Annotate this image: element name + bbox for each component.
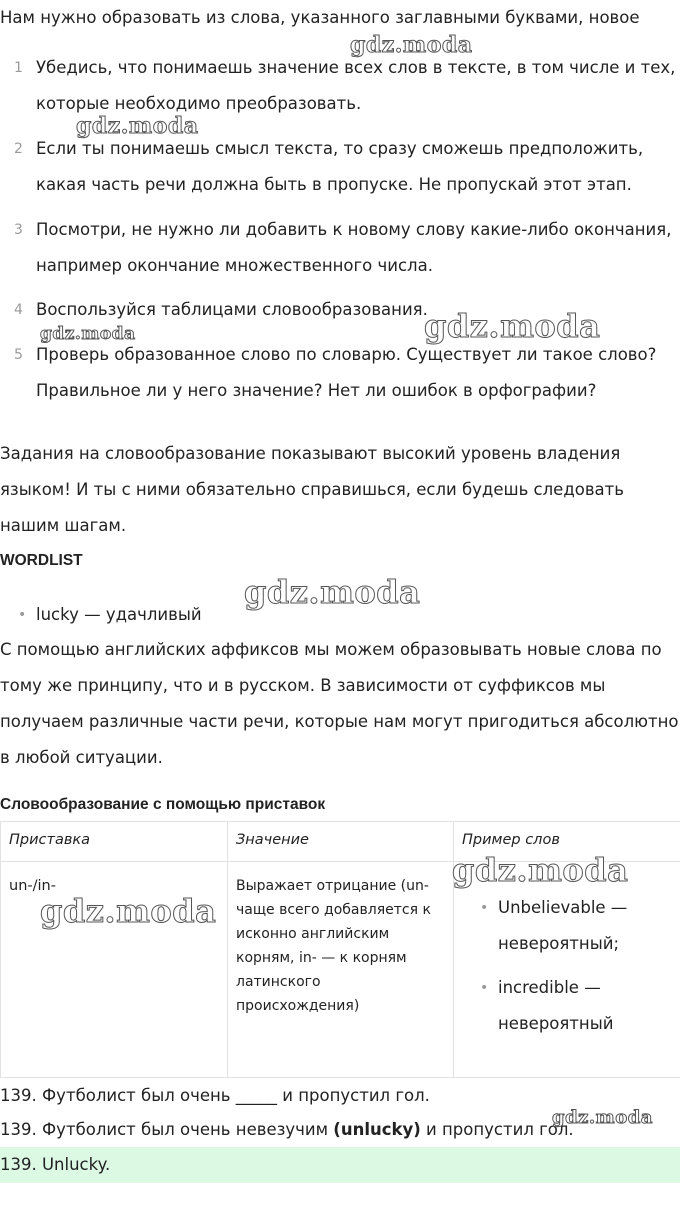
wordlist-item: lucky — удачливый <box>36 605 202 624</box>
watermark-logo: gdz.moda <box>552 1107 653 1128</box>
bullet-icon: • <box>480 980 489 996</box>
step-text: Воспользуйся таблицами словообразования. <box>36 300 428 319</box>
translation-highlight: (unlucky) <box>333 1120 421 1139</box>
step-number: 4 <box>14 302 23 318</box>
translation-text: 139. Футболист был очень невезучим <box>0 1120 334 1139</box>
watermark-logo: gdz.moda <box>40 892 217 930</box>
watermark-logo: gdz.moda <box>350 32 473 58</box>
table-row <box>1 862 680 1078</box>
paragraph-affixes: С помощью английских аффиксов мы можем образовывать новые слова по тому же принципу, что и в русском. В зависимости от суффиксов мы получаем различные части речи, которые нам могут пригодиться абсолютно в любой ситуации. <box>0 640 679 767</box>
examples-cell <box>454 862 680 1078</box>
examples-list <box>462 890 672 1042</box>
step-text: Если ты понимаешь смысл текста, то сразу сможешь предположить, какая часть речи должна быть в пропуске. Не пропускай этот этап. <box>36 139 644 194</box>
list-item <box>462 890 672 962</box>
column-header: Приставка <box>1 822 228 862</box>
answer-highlight: 139. Unlucky. <box>0 1147 680 1183</box>
bullet-icon: • <box>18 607 27 623</box>
column-header: Пример слов <box>454 822 680 862</box>
translation-text-end: и пропустил гол. <box>420 1120 574 1139</box>
table-header-row <box>1 822 680 862</box>
watermark-logo: gdz.moda <box>424 307 601 345</box>
paragraph-tasks: Задания на словообразование показывают высокий уровень владения языком! И ты с ними обязательно справишься, если будешь следовать нашим шагам. <box>0 444 625 535</box>
wordlist-heading: WORDLIST <box>0 552 83 569</box>
task-sentence: 139. Футболист был очень _____ и пропустил гол. <box>0 1086 430 1105</box>
step-text: Убедись, что понимаешь значение всех слов в тексте, в том числе и тех, которые необходимо преобразовать. <box>36 58 676 113</box>
step-number: 2 <box>14 141 23 157</box>
example-text: Unbelievable — невероятный; <box>498 898 628 953</box>
translation-sentence <box>0 1113 680 1147</box>
column-header: Значение <box>228 822 454 862</box>
step-number: 3 <box>14 222 23 238</box>
example-text: incredible — невероятный <box>498 978 614 1033</box>
intro-text: Нам нужно образовать из слова, указанного заглавными буквами, новое <box>0 8 640 27</box>
watermark-logo: gdz.moda <box>244 573 421 611</box>
prefix-table <box>0 821 680 1078</box>
watermark-logo: gdz.moda <box>452 851 629 889</box>
step-number: 5 <box>14 347 23 363</box>
watermark-logo: gdz.moda <box>76 113 199 139</box>
list-item <box>462 970 672 1042</box>
prefix-cell: un-/in- <box>1 862 228 1078</box>
meaning-cell: Выражает отрицание (un- чаще всего добавляется к исконно английским корням, in- — к корням латинского происхождения) <box>228 862 454 1078</box>
bullet-icon: • <box>480 900 489 916</box>
step-text: Посмотри, не нужно ли добавить к новому слову какие-либо окончания, например окончание множественного числа. <box>36 220 672 275</box>
section-heading: Словообразование с помощью приставок <box>0 796 326 813</box>
watermark-logo: gdz.moda <box>40 324 136 344</box>
step-text: Проверь образованное слово по словарю. Существует ли такое слово? Правильное ли у него значение? Нет ли ошибок в орфографии? <box>36 345 657 400</box>
step-number: 1 <box>14 60 23 76</box>
